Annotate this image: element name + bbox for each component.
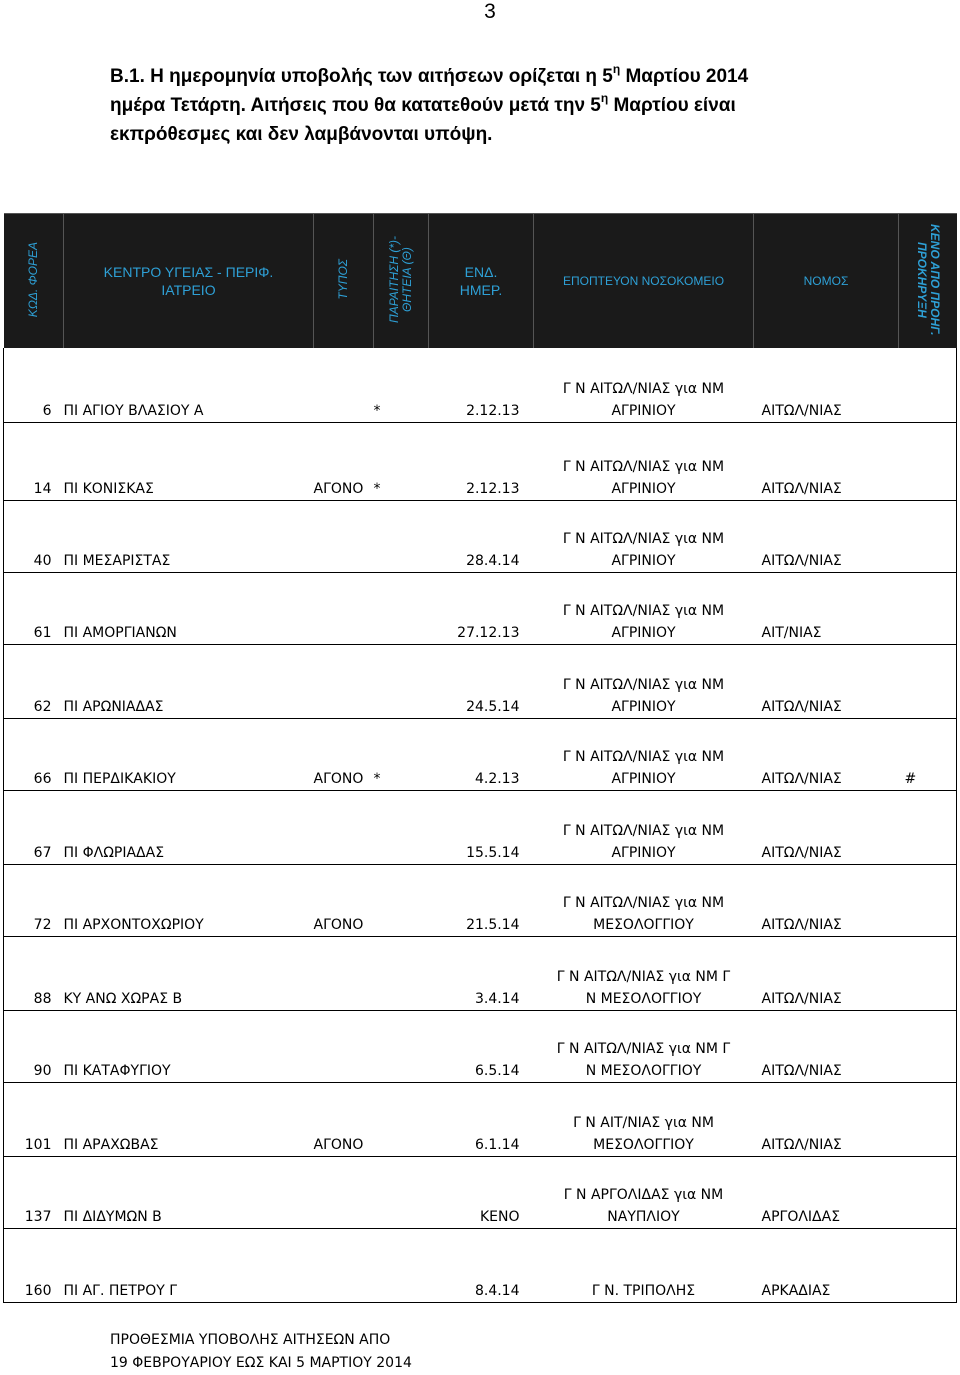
row-hospital [534,1156,754,1228]
row-prefecture: ΑΙΤΩΛ/ΝΙΑΣ [754,864,899,936]
hospital-line-1: Γ Ν ΑΙΤΩΛ/ΝΙΑΣ για ΝΜ [562,894,725,911]
row-hospital [534,644,754,718]
hospital-line-1: Γ Ν ΑΙΤΩΛ/ΝΙΑΣ για ΝΜ [562,380,725,397]
table-row [4,348,957,422]
row-type [314,936,374,1010]
hospital-line-2: ΑΓΡΙΝΙΟΥ [611,402,676,419]
row-empty-flag [899,500,957,572]
row-prefecture: ΑΙΤΩΛ/ΝΙΑΣ [754,348,899,422]
header-text: ΙΑΤΡΕΙΟ [161,282,216,298]
row-empty-flag [899,422,957,500]
intro-paragraph [110,62,890,149]
header-code-label: ΚΩΔ. ΦΟΡΕΑ [25,241,40,318]
row-end-date: 28.4.14 [429,500,534,572]
row-center-name: ΠΙ ΑΡΧΟΝΤΟΧΩΡΙΟΥ [64,864,314,936]
row-center-name: ΠΙ ΚΑΤΑΦΥΓΙΟΥ [64,1010,314,1082]
row-type [314,1228,374,1302]
row-end-date: 3.4.14 [429,936,534,1010]
header-type [314,214,374,349]
header-text: ΚΕΝΟ ΑΠΟ ΠΡΟΗΓ. [927,223,942,336]
row-center-name: ΠΙ ΜΕΣΑΡΙΣΤΑΣ [64,500,314,572]
row-hospital [534,718,754,790]
health-centers-table [3,213,957,1303]
row-type [314,790,374,864]
row-center-name: ΠΙ ΑΡΩΝΙΑΔΑΣ [64,644,314,718]
row-waiver [374,790,429,864]
footer-line-1: ΠΡΟΘΕΣΜΙΑ ΥΠΟΒΟΛΗΣ ΑΙΤΗΣΕΩΝ ΑΠΟ [110,1332,391,1348]
hospital-line-1: Γ Ν ΑΙΤΩΛ/ΝΙΑΣ για ΝΜ [562,602,725,619]
row-center-name: ΚΥ ΑΝΩ ΧΩΡΑΣ Β [64,936,314,1010]
header-center [64,214,314,349]
row-waiver [374,1228,429,1302]
row-type [314,500,374,572]
table-row [4,572,957,644]
table-row [4,1228,957,1302]
header-empty-label [915,224,941,335]
header-text: ΗΜΕΡ. [459,282,503,298]
row-prefecture: ΑΙΤΩΛ/ΝΙΑΣ [754,422,899,500]
row-center-name: ΠΙ ΑΓ. ΠΕΤΡΟΥ Γ [64,1228,314,1302]
table-row [4,422,957,500]
row-hospital [534,790,754,864]
row-end-date: ΚΕΝΟ [429,1156,534,1228]
header-text: ΚΕΝΤΡΟ ΥΓΕΙΑΣ - ΠΕΡΙΦ. [103,264,274,280]
intro-text: ημέρα Τετάρτη. Αιτήσεις που θα κατατεθούν μετά την 5 [110,95,601,116]
row-hospital [534,864,754,936]
hospital-line-2: ΑΓΡΙΝΙΟΥ [611,552,676,569]
hospital-line-2: ΑΓΡΙΝΙΟΥ [611,770,676,787]
row-hospital [534,1010,754,1082]
row-empty-flag [899,936,957,1010]
row-waiver [374,572,429,644]
table-row [4,1156,957,1228]
row-hospital [534,422,754,500]
intro-line-2 [110,91,890,120]
row-code: 160 [4,1228,64,1302]
row-end-date: 15.5.14 [429,790,534,864]
row-end-date: 4.2.13 [429,718,534,790]
intro-text: Μαρτίου είναι [608,95,736,116]
hospital-line-2: ΑΓΡΙΝΙΟΥ [611,624,676,641]
superscript: η [600,90,609,105]
row-waiver: * [374,718,429,790]
row-prefecture: ΑΙΤΩΛ/ΝΙΑΣ [754,1010,899,1082]
row-type [314,1156,374,1228]
row-type: ΑΓΟΝΟ [314,1082,374,1156]
table-row [4,864,957,936]
table-body [4,348,957,1302]
row-hospital [534,572,754,644]
header-text: ΕΝΔ. [464,264,498,280]
row-code: 14 [4,422,64,500]
hospital-line-1: Γ Ν ΑΙΤ/ΝΙΑΣ για ΝΜ [573,1114,714,1131]
table-row [4,644,957,718]
row-center-name: ΠΙ ΑΜΟΡΓΙΑΝΩΝ [64,572,314,644]
row-code: 101 [4,1082,64,1156]
row-prefecture: ΑΙΤΩΛ/ΝΙΑΣ [754,1082,899,1156]
header-prefecture-label: ΝΟΜΟΣ [803,274,849,288]
row-end-date: 6.5.14 [429,1010,534,1082]
row-end-date: 24.5.14 [429,644,534,718]
row-center-name: ΠΙ ΑΓΙΟΥ ΒΛΑΣΙΟΥ Α [64,348,314,422]
hospital-line-2: ΑΓΡΙΝΙΟΥ [611,480,676,497]
row-empty-flag [899,572,957,644]
row-prefecture: ΑΙΤΩΛ/ΝΙΑΣ [754,500,899,572]
hospital-line-2: ΝΑΥΠΛΙΟΥ [607,1208,680,1225]
row-code: 72 [4,864,64,936]
row-prefecture: ΑΙΤ/ΝΙΑΣ [754,572,899,644]
row-hospital [534,500,754,572]
row-prefecture: ΑΡΚΑΔΙΑΣ [754,1228,899,1302]
row-waiver: * [374,348,429,422]
header-text: ΠΡΟΚΗΡΥΞΗ [914,241,929,318]
intro-line-3: εκπρόθεσμες και δεν λαμβάνονται υπόψη. [110,124,493,145]
row-code: 88 [4,936,64,1010]
row-center-name: ΠΙ ΑΡΑΧΩΒΑΣ [64,1082,314,1156]
header-text: ΠΑΡΑΙΤΗΣΗ (*)- [387,236,401,323]
row-empty-flag: # [899,718,957,790]
row-prefecture: ΑΙΤΩΛ/ΝΙΑΣ [754,790,899,864]
header-waiver [374,214,429,349]
row-end-date: 21.5.14 [429,864,534,936]
row-type: ΑΓΟΝΟ [314,864,374,936]
row-center-name: ΠΙ ΦΛΩΡΙΑΔΑΣ [64,790,314,864]
row-hospital [534,1228,754,1302]
header-hospital [534,214,754,349]
row-center-name: ΠΙ ΠΕΡΔΙΚΑΚΙΟΥ [64,718,314,790]
footer-deadline [110,1329,630,1375]
row-waiver [374,1082,429,1156]
intro-text: Β.1. Η ημερομηνία υποβολής των αιτήσεων ορίζεται η 5 [110,66,613,87]
row-code: 61 [4,572,64,644]
row-end-date: 6.1.14 [429,1082,534,1156]
row-waiver [374,500,429,572]
header-code [4,214,64,349]
row-type: ΑΓΟΝΟ [314,422,374,500]
row-center-name: ΠΙ ΚΟΝΙΣΚΑΣ [64,422,314,500]
header-waiver-label [388,236,414,323]
row-code: 67 [4,790,64,864]
table-row [4,936,957,1010]
row-code: 137 [4,1156,64,1228]
header-center-label [104,263,274,299]
row-prefecture: ΑΙΤΩΛ/ΝΙΑΣ [754,644,899,718]
row-prefecture: ΑΙΤΩΛ/ΝΙΑΣ [754,936,899,1010]
row-empty-flag [899,1228,957,1302]
row-type [314,348,374,422]
row-center-name: ΠΙ ΔΙΔΥΜΩΝ Β [64,1156,314,1228]
hospital-line-2: ΜΕΣΟΛΟΓΓΙΟΥ [593,1136,694,1153]
hospital-line-2: Ν ΜΕΣΟΛΟΓΓΙΟΥ [585,990,702,1007]
row-empty-flag [899,644,957,718]
table-header [4,214,957,349]
row-type [314,572,374,644]
intro-line-1 [110,62,890,91]
hospital-line-1: Γ Ν ΑΙΤΩΛ/ΝΙΑΣ για ΝΜ [562,822,725,839]
header-empty [899,214,957,349]
row-code: 40 [4,500,64,572]
row-waiver [374,1156,429,1228]
row-end-date: 2.12.13 [429,348,534,422]
header-end-date [429,214,534,349]
row-prefecture: ΑΡΓΟΛΙΔΑΣ [754,1156,899,1228]
row-prefecture: ΑΙΤΩΛ/ΝΙΑΣ [754,718,899,790]
header-end-date-label [460,263,503,299]
footer-line-2: 19 ΦΕΒΡΟΥΑΡΙΟΥ ΕΩΣ ΚΑΙ 5 ΜΑΡΤΙΟΥ 2014 [110,1355,412,1371]
hospital-line-1: Γ Ν ΑΙΤΩΛ/ΝΙΑΣ για ΝΜ [562,530,725,547]
row-end-date: 27.12.13 [429,572,534,644]
hospital-line-1: Γ Ν ΑΙΤΩΛ/ΝΙΑΣ για ΝΜ [562,458,725,475]
table-row [4,1010,957,1082]
table-row [4,790,957,864]
row-empty-flag [899,790,957,864]
hospital-line-1: Γ Ν ΑΙΤΩΛ/ΝΙΑΣ για ΝΜ Γ [556,968,731,985]
row-waiver [374,864,429,936]
hospital-line-1: Γ Ν ΑΙΤΩΛ/ΝΙΑΣ για ΝΜ Γ [556,1040,731,1057]
row-type: ΑΓΟΝΟ [314,718,374,790]
header-hospital-label: ΕΠΟΠΤΕΥΟΝ ΝΟΣΟΚΟΜΕΙΟ [562,274,725,288]
table-row [4,1082,957,1156]
row-code: 90 [4,1010,64,1082]
row-end-date: 2.12.13 [429,422,534,500]
hospital-line-2: ΜΕΣΟΛΟΓΓΙΟΥ [593,916,694,933]
row-empty-flag [899,1010,957,1082]
header-type-label: ΤΥΠΟΣ [336,259,350,300]
row-hospital [534,1082,754,1156]
table-row [4,500,957,572]
intro-text: Μαρτίου 2014 [620,66,749,87]
row-waiver [374,1010,429,1082]
header-prefecture [754,214,899,349]
row-empty-flag [899,1082,957,1156]
row-empty-flag [899,1156,957,1228]
row-type [314,1010,374,1082]
header-text: ΘΗΤΕΙΑ (Θ) [400,247,414,312]
row-code: 6 [4,348,64,422]
row-type [314,644,374,718]
hospital-line-1: Γ Ν ΑΙΤΩΛ/ΝΙΑΣ για ΝΜ [562,676,725,693]
page-number: 3 [484,0,496,23]
table-row [4,718,957,790]
hospital-line-2: ΑΓΡΙΝΙΟΥ [611,698,676,715]
row-hospital [534,348,754,422]
row-end-date: 8.4.14 [429,1228,534,1302]
row-hospital [534,936,754,1010]
hospital-line-1: Γ Ν ΑΡΓΟΛΙΔΑΣ για ΝΜ [563,1186,724,1203]
superscript: η [612,61,621,76]
row-code: 66 [4,718,64,790]
row-waiver: * [374,422,429,500]
row-waiver [374,644,429,718]
row-waiver [374,936,429,1010]
row-empty-flag [899,864,957,936]
hospital-line-2: Γ Ν. ΤΡΙΠΟΛΗΣ [591,1282,696,1299]
hospital-line-2: ΑΓΡΙΝΙΟΥ [611,844,676,861]
hospital-line-2: Ν ΜΕΣΟΛΟΓΓΙΟΥ [585,1062,702,1079]
hospital-line-1: Γ Ν ΑΙΤΩΛ/ΝΙΑΣ για ΝΜ [562,748,725,765]
row-empty-flag [899,348,957,422]
row-code: 62 [4,644,64,718]
